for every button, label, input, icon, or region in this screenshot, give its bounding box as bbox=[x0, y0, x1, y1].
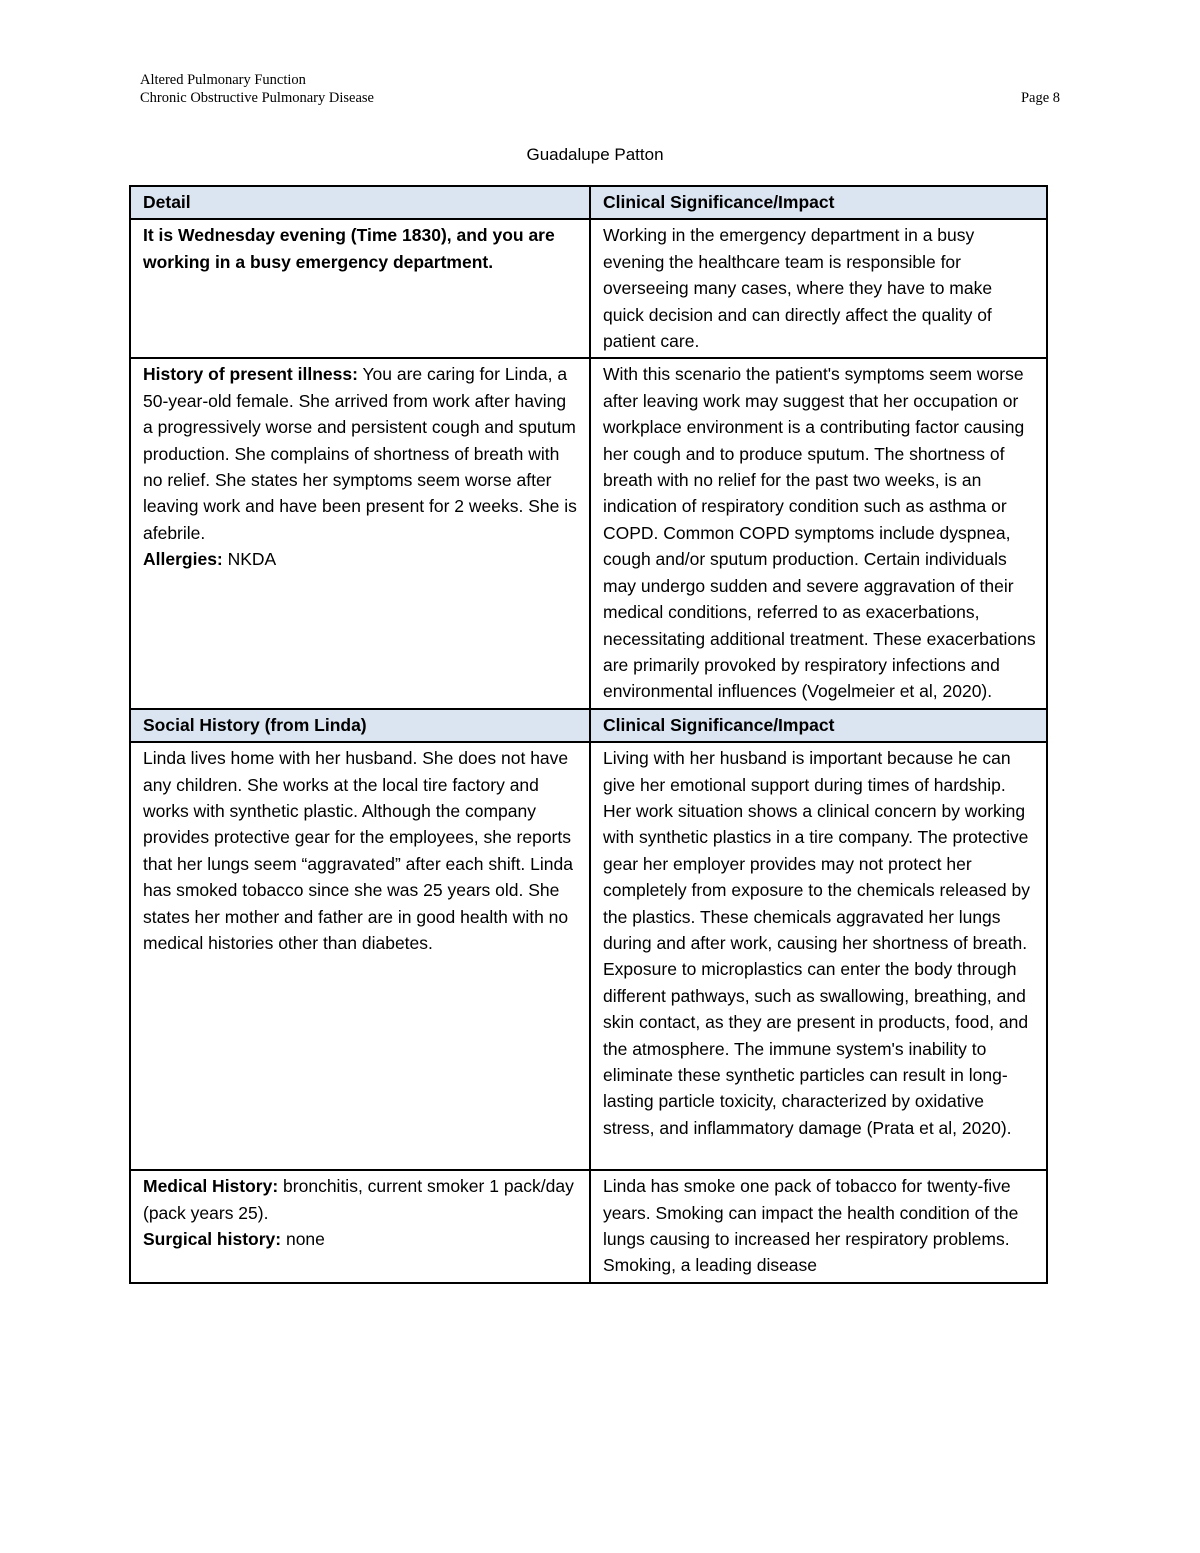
social-impact: Living with her husband is important because he can give her emotional support during times of hardship. Her work situation shows a clinical concern by working with synthetic plastics in a tire company. The protective gear her employer provides may not protect her completely from exposure to the chemicals released by the plastics. These chemicals aggravated her lungs during and after work, causing her shortness of breath. Exposure to microplastics can enter the body through different pathways, such as swallowing, breathing, and skin contact, as they are present in products, food, and the atmosphere. The immune system's inability to eliminate these synthetic particles can result in long-lasting particle toxicity, characterized by oxidative stress, and inflammatory damage (Prata et al, 2020). bbox=[590, 742, 1047, 1170]
hpi-impact: With this scenario the patient's symptoms seem worse after leaving work may suggest that her occupation or workplace environment is a contributing factor causing her cough and to produce sputum. The shortness of breath with no relief for the past two weeks, is an indication of respiratory condition such as asthma or COPD. Common COPD symptoms include dyspnea, cough and/or sputum production. Certain individuals may undergo sudden and severe aggravation of their medical conditions, referred to as exacerbations, necessitating additional treatment. These exacerbations are primarily provoked by respiratory infections and environmental influences (Vogelmeier et al, 2020). bbox=[590, 358, 1047, 708]
table-row bbox=[130, 742, 1047, 1170]
social-header-row bbox=[130, 709, 1047, 742]
author-name: Guadalupe Patton bbox=[526, 145, 664, 164]
allergies-label: Allergies: bbox=[143, 549, 223, 570]
hpi-text: You are caring for Linda, a 50-year-old female. She arrived from work after having a progressively worse and persistent cough and sputum production. She complains of shortness of breath with no relief. She states her symptoms seem worse after leaving work and have been present for 2 weeks. She is afebrile. bbox=[143, 364, 577, 543]
table-header-row bbox=[130, 186, 1047, 219]
social-impact-header: Clinical Significance/Impact bbox=[590, 709, 1047, 742]
detail-column-header: Detail bbox=[130, 186, 590, 219]
table-row bbox=[130, 358, 1047, 708]
medical-impact: Linda has smoke one pack of tobacco for twenty-five years. Smoking can impact the health condition of the lungs causing to increased her respiratory problems. Smoking, a leading disease bbox=[590, 1170, 1047, 1283]
impact-column-header: Clinical Significance/Impact bbox=[590, 186, 1047, 219]
running-header bbox=[140, 71, 374, 107]
table-row bbox=[130, 1170, 1047, 1283]
social-history-header: Social History (from Linda) bbox=[130, 709, 590, 742]
scenario-detail: It is Wednesday evening (Time 1830), and you are working in a busy emergency department. bbox=[130, 219, 590, 358]
allergies-text: NKDA bbox=[222, 549, 277, 570]
surgical-text: none bbox=[281, 1229, 325, 1250]
medical-label: Medical History: bbox=[143, 1176, 279, 1197]
social-detail: Linda lives home with her husband. She does not have any children. She works at the local tire factory and works with synthetic plastic. Although the company provides protective gear for the employees, she reports that her lungs seem “aggravated” after each shift. Linda has smoked tobacco since she was 25 years old. She states her mother and father are in good health with no medical histories other than diabetes. bbox=[130, 742, 590, 1170]
care-plan-table bbox=[129, 185, 1048, 1284]
scenario-impact: Working in the emergency department in a busy evening the healthcare team is responsible for overseeing many cases, where they have to make quick decision and can directly affect the quality of patient care. bbox=[590, 219, 1047, 358]
hpi-detail bbox=[130, 358, 590, 708]
medical-detail bbox=[130, 1170, 590, 1283]
hpi-label: History of present illness: bbox=[143, 364, 358, 385]
header-title: Altered Pulmonary Function bbox=[140, 72, 306, 88]
medical-text: bronchitis, current smoker 1 pack/day (pack years 25). bbox=[143, 1176, 574, 1223]
table-row bbox=[130, 219, 1047, 358]
surgical-label: Surgical history: bbox=[143, 1229, 282, 1250]
page-number: Page 8 bbox=[1020, 90, 1060, 106]
header-subtitle: Chronic Obstructive Pulmonary Disease bbox=[140, 90, 374, 106]
